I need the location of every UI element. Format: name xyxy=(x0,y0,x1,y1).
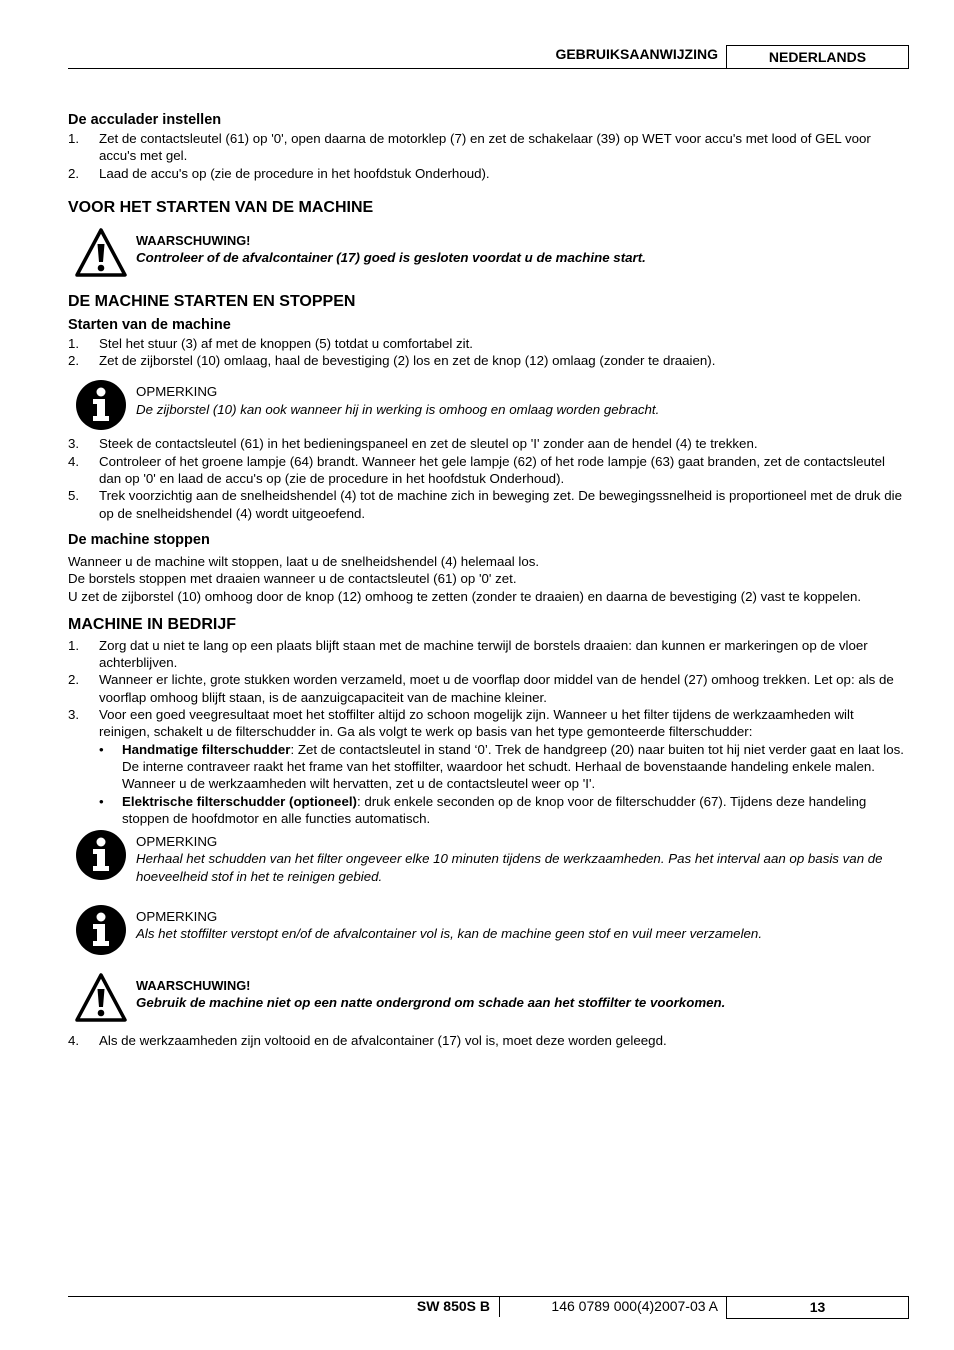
warning-label: WAARSCHUWING! xyxy=(136,232,251,248)
note-text: De zijborstel (10) kan ook wanneer hij in werking is omhoog en omlaag worden gebracht. xyxy=(136,401,660,417)
list-text: Zet de zijborstel (10) omlaag, haal de bevestiging (2) los en zet de knop (12) omlaag (zonder te draaien). xyxy=(99,353,716,369)
list-number: 1. xyxy=(68,335,80,351)
info-notice xyxy=(68,908,908,960)
info-notice xyxy=(68,833,908,895)
info-circle-icon xyxy=(75,829,127,881)
list-text: Controleer of het groene lampje (64) brandt. Wanneer het gele lampje (62) of het rode lampje (63) gaat branden, zet de contactsleutel dan op '0' en laad de accu's op (zie de procedure in het hoofdstuk Onderhoud). xyxy=(99,453,885,487)
note-text: Als het stoffilter verstopt en/of de afvalcontainer vol is, kan de machine geen stof en vuil meer verzamelen. xyxy=(136,926,763,942)
footer-page-number: 13 xyxy=(726,1296,909,1319)
list-text: Trek voorzichtig aan de snelheidshendel (4) tot de machine zich in beweging zet. De bewegingssnelheid is proportioneel met de druk die op de snelheidshendel (4) wordt uitgeoefend. xyxy=(99,488,902,521)
section-title-bedrijf: MACHINE IN BEDRIJF xyxy=(68,615,237,633)
bullet-text: : druk enkele seconden op de knop voor de filterschudder (67). Tijdens deze handeling stoppen de hoofdmotor en alle functies automatisch. xyxy=(122,793,867,826)
note-label: OPMERKING xyxy=(136,834,218,850)
list-item xyxy=(68,335,908,352)
page-content xyxy=(68,111,908,1049)
warning-notice xyxy=(68,232,908,280)
header-rule xyxy=(68,68,908,69)
list-number: 3. xyxy=(68,436,80,452)
list-number: 4. xyxy=(68,453,80,469)
list-text: Als de werkzaamheden zijn voltooid en de afvalcontainer (17) vol is, moet deze worden geleegd. xyxy=(99,1033,667,1049)
list-item xyxy=(68,130,908,165)
list-text: Stel het stuur (3) af met de knoppen (5) totdat u comfortabel zit. xyxy=(99,335,473,351)
footer-model: SW 850S B xyxy=(416,1298,490,1314)
list-item xyxy=(68,165,908,182)
bullet-term: Elektrische filterschudder (optioneel) xyxy=(122,793,357,809)
bullet-marker: • xyxy=(99,793,104,809)
bullet-item xyxy=(68,793,908,828)
list-item xyxy=(68,706,908,741)
paragraph: De borstels stoppen met draaien wanneer u de contactsleutel (61) op '0' zet. xyxy=(68,571,517,587)
list-item xyxy=(68,1032,908,1049)
list-number: 4. xyxy=(68,1033,80,1049)
footer-separator xyxy=(499,1297,500,1317)
header-language: NEDERLANDS xyxy=(726,45,909,69)
list-item xyxy=(68,435,908,452)
note-label: OPMERKING xyxy=(136,384,218,400)
info-circle-icon xyxy=(75,904,127,956)
info-circle-icon xyxy=(75,379,127,431)
list-item xyxy=(68,487,908,522)
section-title-voor-starten: VOOR HET STARTEN VAN DE MACHINE xyxy=(68,198,374,216)
list-item xyxy=(68,453,908,488)
paragraph: U zet de zijborstel (10) omhoog door de knop (12) omhoog te zetten (zonder te draaien) en daarna de bevestiging (2) vast te koppelen. xyxy=(68,588,862,604)
header-title: GEBRUIKSAANWIJZING xyxy=(555,46,718,62)
list-text: Wanneer er lichte, grote stukken worden verzameld, moet u de voorflap door middel van de hendel (27) omhoog trekken. Let op: als de voorflap omhoog blijft staan, is de aanzuigcapaciteit van de machine kleiner. xyxy=(99,672,894,705)
list-number: 5. xyxy=(68,488,80,504)
section-title-starten-stoppen: DE MACHINE STARTEN EN STOPPEN xyxy=(68,292,356,310)
info-notice xyxy=(68,383,908,435)
warning-notice xyxy=(68,977,908,1027)
list-text: Steek de contactsleutel (61) in het bedieningspaneel en zet de sleutel op 'I' zonder aan de hendel (4) te trekken. xyxy=(99,436,758,452)
note-label: OPMERKING xyxy=(136,909,218,925)
note-text: Herhaal het schudden van het filter ongeveer elke 10 minuten tijdens de werkzaamheden. Pas het interval aan op basis van de hoeveelheid stof in het te reinigen gebied. xyxy=(136,851,883,884)
list-item xyxy=(68,637,908,672)
list-number: 2. xyxy=(68,165,80,181)
list-item xyxy=(68,352,908,369)
section-title-acculader: De acculader instellen xyxy=(68,112,222,128)
list-number: 1. xyxy=(68,131,80,146)
list-number: 3. xyxy=(68,707,80,723)
warning-label: WAARSCHUWING! xyxy=(136,978,251,994)
warning-text: Controleer of de afvalcontainer (17) goed is gesloten voordat u de machine start. xyxy=(136,250,646,266)
bullet-marker: • xyxy=(99,741,104,757)
list-text: Voor een goed veegresultaat moet het stoffilter altijd zo schoon mogelijk zijn. Wanneer u het filter tijdens de werkzaamheden wilt reinigen, schakelt u de filterschudder in. Ga als volgt te werk op basis van het type gemonteerde filterschudder: xyxy=(99,707,854,740)
bullet-term: Handmatige filterschudder xyxy=(122,741,291,757)
bullet-text: : Zet de contactsleutel in stand ‘0’. Trek de handgreep (20) naar buiten tot hij niet verder gaat en laat los. De interne contraveer raakt het frame van het stoffilter, waardoor het schudt. Herhaal de bovenstaande handeling enkele malen. Wanneer u de werkzaamheden wilt hervatten, zet u de contactsleutel weer op 'I'. xyxy=(122,741,904,792)
footer-document-code: 146 0789 000(4)2007-03 A xyxy=(551,1298,718,1314)
warning-triangle-icon xyxy=(75,973,127,1025)
subsection-title-stoppen: De machine stoppen xyxy=(68,531,210,548)
list-number: 2. xyxy=(68,672,80,688)
warning-triangle-icon xyxy=(75,228,127,280)
list-text: Zet de contactsleutel (61) op '0', open daarna de motorklep (7) en zet de schakelaar (39) op WET voor accu's met lood of GEL voor accu's met gel. xyxy=(99,131,871,164)
list-text: Zorg dat u niet te lang op een plaats blijft staan met de machine terwijl de borstels draaien: dan kunnen er markeringen op de vloer achterblijven. xyxy=(99,637,868,671)
bullet-item xyxy=(68,741,908,793)
list-number: 1. xyxy=(68,637,80,653)
list-text: Laad de accu's op (zie de procedure in het hoofdstuk Onderhoud). xyxy=(99,165,490,181)
subsection-title-starten: Starten van de machine xyxy=(68,316,231,333)
list-item xyxy=(68,671,908,706)
paragraph: Wanneer u de machine wilt stoppen, laat u de snelheidshendel (4) helemaal los. xyxy=(68,553,540,569)
warning-text: Gebruik de machine niet op een natte ondergrond om schade aan het stoffilter te voorkomen. xyxy=(136,995,726,1011)
list-number: 2. xyxy=(68,353,80,369)
